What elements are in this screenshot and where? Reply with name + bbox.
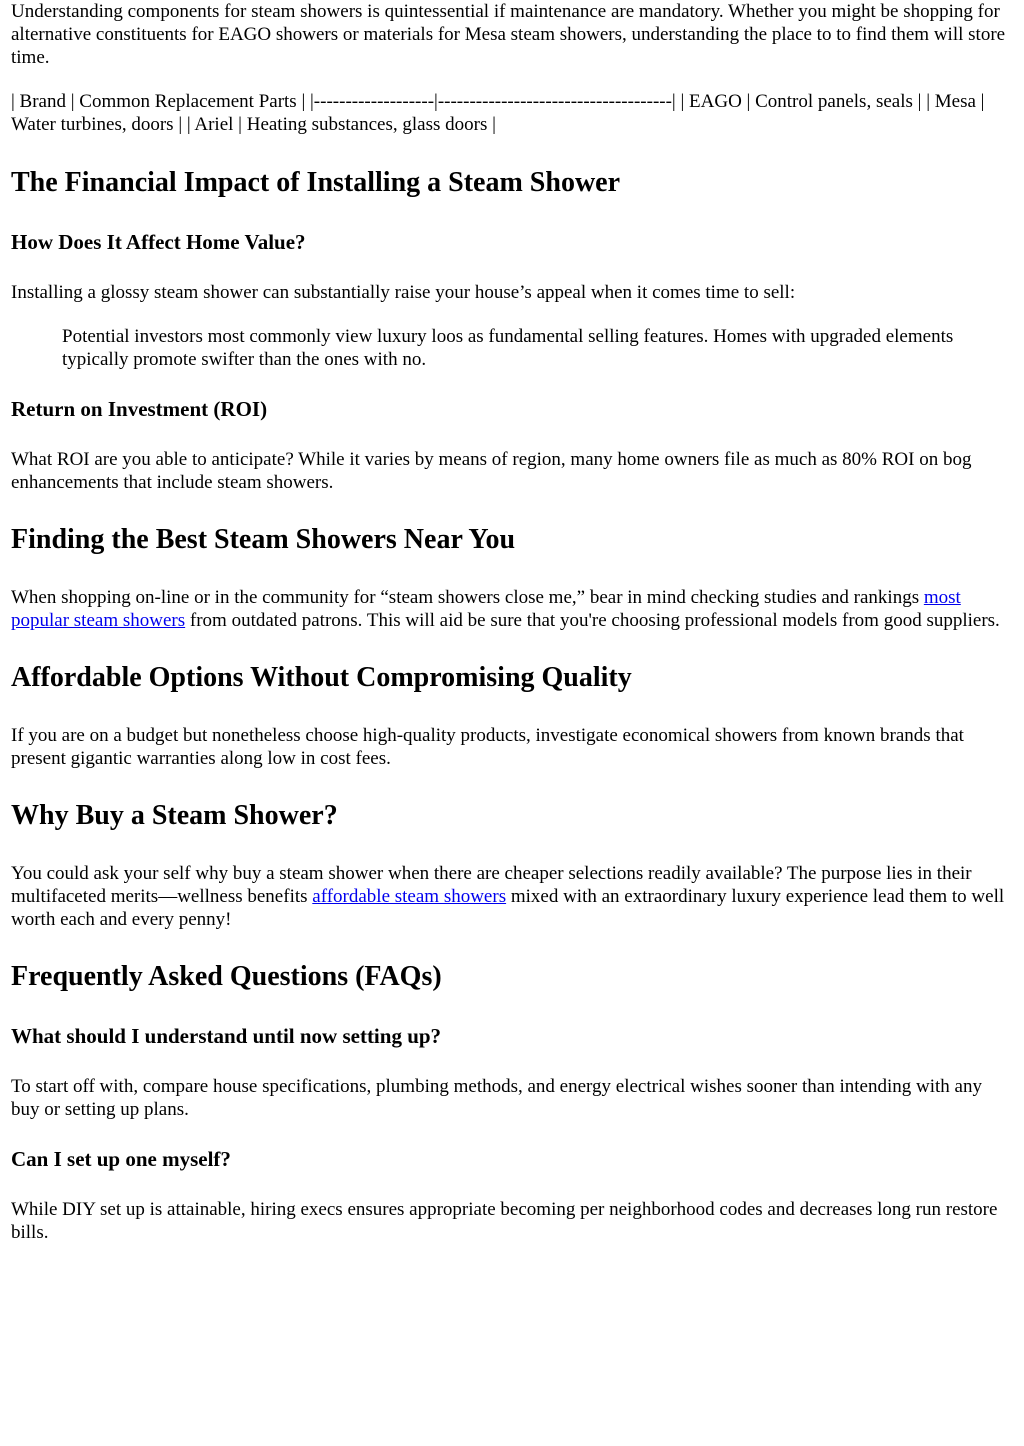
why-buy-paragraph (11, 862, 1014, 931)
home-value-paragraph: Installing a glossy steam shower can substantially raise your house’s appeal when it comes time to sell: (11, 282, 796, 303)
faq-question: What should I understand until now setting up? (11, 1024, 442, 1048)
home-value-heading: How Does It Affect Home Value? (11, 230, 306, 254)
faq-answer: While DIY set up is attainable, hiring execs ensures appropriate becoming per neighborhood codes and decreases long run restore bills. (11, 1199, 998, 1243)
intro-paragraph: Understanding components for steam showers is quintessential if maintenance are mandatory. Whether you might be shopping for alternative constituents for EAGO showers or materials for Mesa steam showers, understanding the place to to find them will store time. (11, 1, 1006, 68)
why-buy-text-before: You could ask your self why buy a steam shower when there are cheaper selections readily available? The purpose lies in their multifaceted merits—wellness benefits (11, 863, 972, 907)
roi-heading: Return on Investment (ROI) (11, 397, 268, 421)
why-buy-text-after: mixed with an extraordinary luxury experience lead them to well worth each and every penny! (11, 886, 1005, 930)
faq-heading: Frequently Asked Questions (FAQs) (11, 961, 442, 992)
parts-table-text: | Brand | Common Replacement Parts | |-------------------|-------------------------------------| | EAGO | Control panels, seals | | Mesa | Water turbines, doors | | Ariel | Heating substances, glass doors | (11, 91, 985, 135)
affordable-steam-showers-link[interactable]: affordable steam showers (312, 886, 507, 907)
faq-answer: To start off with, compare house specifications, plumbing methods, and energy electrical wishes sooner than intending with any buy or setting up plans. (11, 1076, 982, 1120)
home-value-quote: Potential investors most commonly view luxury loos as fundamental selling features. Homes with upgraded elements typically promote swifter than the ones with no. (62, 326, 954, 370)
roi-paragraph: What ROI are you able to anticipate? While it varies by means of region, many home owners file as much as 80% ROI on bog enhancements that include steam showers. (11, 449, 972, 493)
financial-impact-heading: The Financial Impact of Installing a Steam Shower (11, 167, 621, 198)
finding-text-before: When shopping on-line or in the community for “steam showers close me,” bear in mind checking studies and rankings (11, 587, 924, 608)
finding-heading: Finding the Best Steam Showers Near You (11, 524, 516, 555)
finding-paragraph (11, 586, 1014, 632)
finding-text-after: from outdated patrons. This will aid be sure that you're choosing professional models from good suppliers. (185, 610, 1000, 631)
affordable-heading: Affordable Options Without Compromising Quality (11, 662, 632, 693)
affordable-paragraph: If you are on a budget but nonetheless choose high-quality products, investigate economical showers from known brands that present gigantic warranties along low in cost fees. (11, 725, 964, 769)
faq-question: Can I set up one myself? (11, 1147, 231, 1171)
most-popular-steam-showers-link[interactable]: most popular steam showers (11, 587, 961, 631)
why-buy-heading: Why Buy a Steam Shower? (11, 800, 338, 831)
